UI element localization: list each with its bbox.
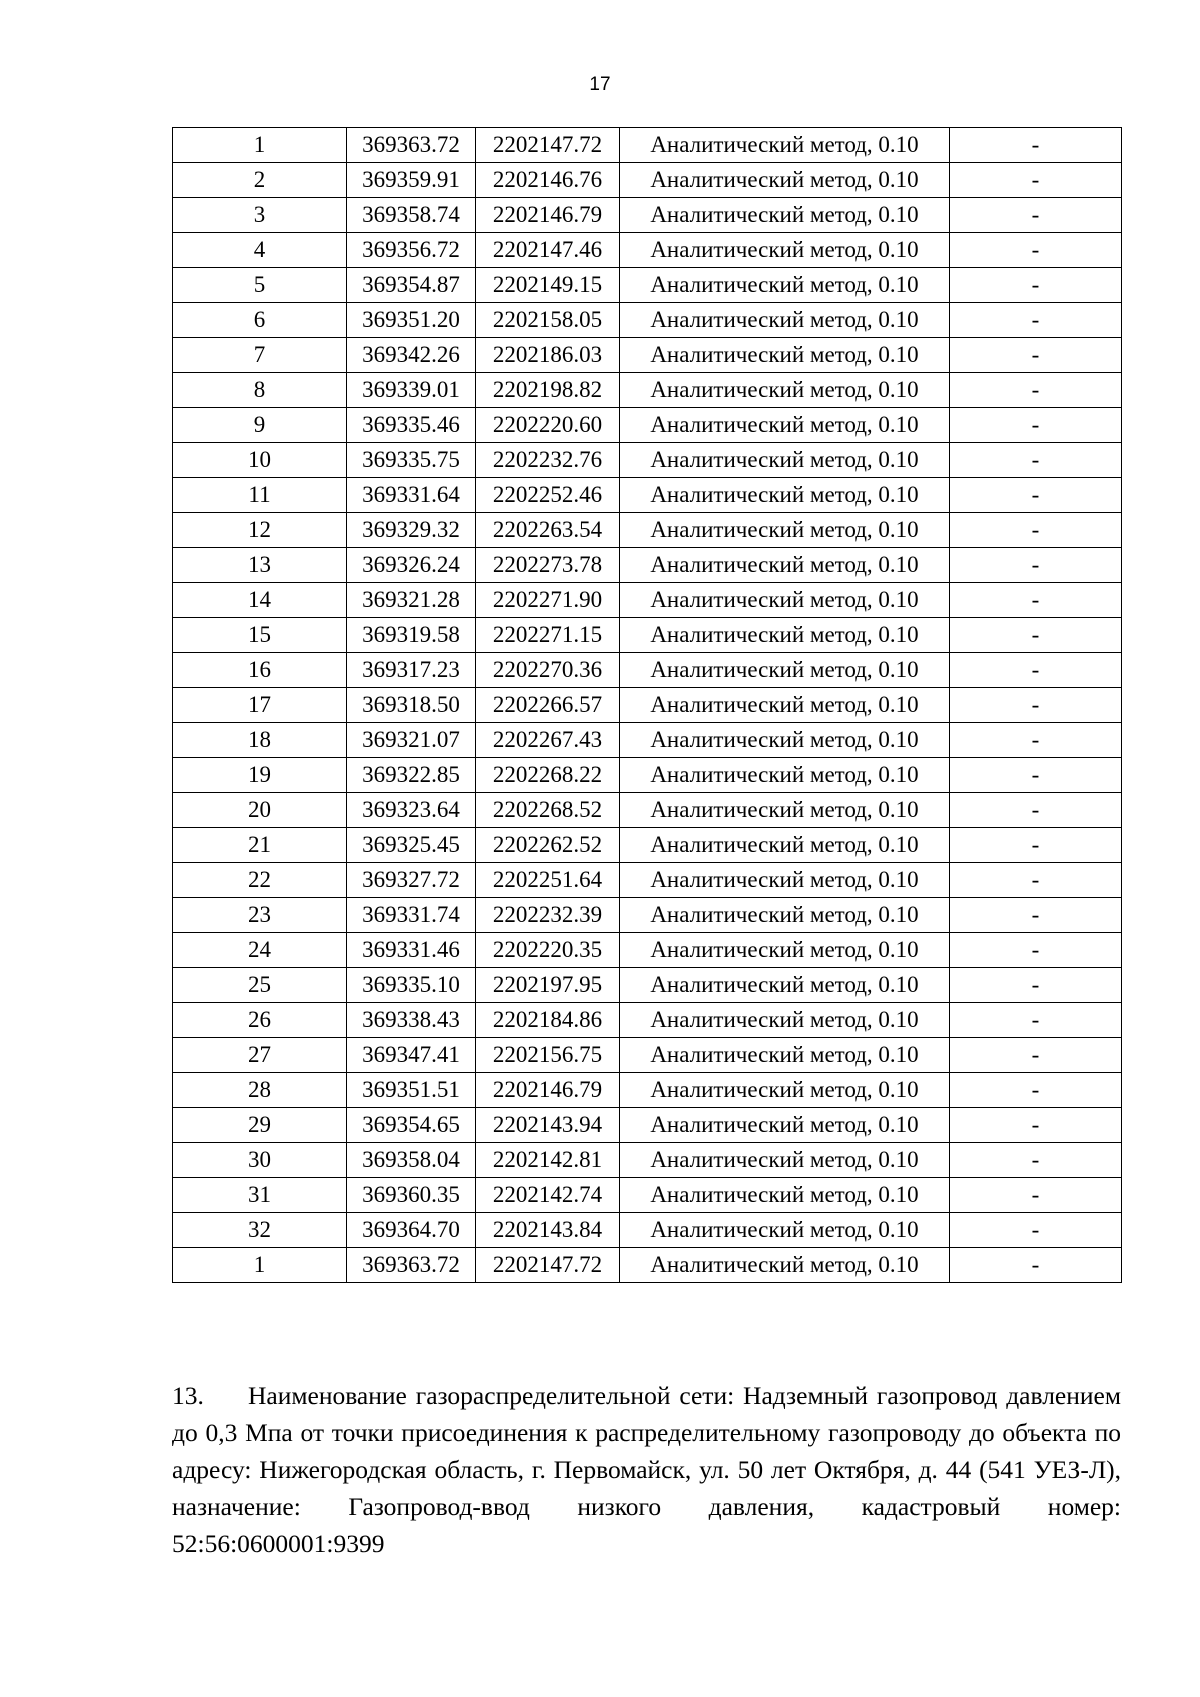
- table-row: [173, 653, 1122, 688]
- point-number-cell: 6: [173, 303, 347, 338]
- y-coordinate-cell: 2202198.82: [476, 373, 620, 408]
- x-coordinate-cell: 369329.32: [347, 513, 476, 548]
- note-cell: -: [950, 1213, 1122, 1248]
- point-number-cell: 29: [173, 1108, 347, 1143]
- x-coordinate-cell: 369351.51: [347, 1073, 476, 1108]
- x-coordinate-cell: 369331.64: [347, 478, 476, 513]
- x-coordinate-cell: 369318.50: [347, 688, 476, 723]
- note-cell: -: [950, 1003, 1122, 1038]
- table-row: [173, 968, 1122, 1003]
- table-row: [173, 128, 1122, 163]
- table-row: [173, 758, 1122, 793]
- y-coordinate-cell: 2202158.05: [476, 303, 620, 338]
- method-accuracy-cell: Аналитический метод, 0.10: [620, 968, 950, 1003]
- x-coordinate-cell: 369321.07: [347, 723, 476, 758]
- section-paragraph: [172, 1377, 1121, 1562]
- y-coordinate-cell: 2202149.15: [476, 268, 620, 303]
- point-number-cell: 4: [173, 233, 347, 268]
- method-accuracy-cell: Аналитический метод, 0.10: [620, 408, 950, 443]
- point-number-cell: 1: [173, 1248, 347, 1283]
- method-accuracy-cell: Аналитический метод, 0.10: [620, 233, 950, 268]
- method-accuracy-cell: Аналитический метод, 0.10: [620, 1073, 950, 1108]
- method-accuracy-cell: Аналитический метод, 0.10: [620, 163, 950, 198]
- x-coordinate-cell: 369351.20: [347, 303, 476, 338]
- method-accuracy-cell: Аналитический метод, 0.10: [620, 688, 950, 723]
- method-accuracy-cell: Аналитический метод, 0.10: [620, 1003, 950, 1038]
- note-cell: -: [950, 863, 1122, 898]
- method-accuracy-cell: Аналитический метод, 0.10: [620, 1038, 950, 1073]
- table-row: [173, 373, 1122, 408]
- y-coordinate-cell: 2202232.39: [476, 898, 620, 933]
- x-coordinate-cell: 369364.70: [347, 1213, 476, 1248]
- y-coordinate-cell: 2202184.86: [476, 1003, 620, 1038]
- point-number-cell: 27: [173, 1038, 347, 1073]
- table-row: [173, 408, 1122, 443]
- note-cell: -: [950, 793, 1122, 828]
- y-coordinate-cell: 2202197.95: [476, 968, 620, 1003]
- method-accuracy-cell: Аналитический метод, 0.10: [620, 1143, 950, 1178]
- point-number-cell: 26: [173, 1003, 347, 1038]
- x-coordinate-cell: 369347.41: [347, 1038, 476, 1073]
- note-cell: -: [950, 653, 1122, 688]
- point-number-cell: 24: [173, 933, 347, 968]
- x-coordinate-cell: 369338.43: [347, 1003, 476, 1038]
- table-row: [173, 828, 1122, 863]
- y-coordinate-cell: 2202263.54: [476, 513, 620, 548]
- x-coordinate-cell: 369321.28: [347, 583, 476, 618]
- point-number-cell: 12: [173, 513, 347, 548]
- y-coordinate-cell: 2202267.43: [476, 723, 620, 758]
- point-number-cell: 18: [173, 723, 347, 758]
- note-cell: -: [950, 723, 1122, 758]
- note-cell: -: [950, 1143, 1122, 1178]
- table-row: [173, 898, 1122, 933]
- table-row: [173, 268, 1122, 303]
- note-cell: -: [950, 513, 1122, 548]
- point-number-cell: 9: [173, 408, 347, 443]
- x-coordinate-cell: 369326.24: [347, 548, 476, 583]
- table-row: [173, 1178, 1122, 1213]
- note-cell: -: [950, 1108, 1122, 1143]
- note-cell: -: [950, 408, 1122, 443]
- method-accuracy-cell: Аналитический метод, 0.10: [620, 758, 950, 793]
- x-coordinate-cell: 369356.72: [347, 233, 476, 268]
- note-cell: -: [950, 583, 1122, 618]
- method-accuracy-cell: Аналитический метод, 0.10: [620, 933, 950, 968]
- point-number-cell: 19: [173, 758, 347, 793]
- table-row: [173, 303, 1122, 338]
- y-coordinate-cell: 2202220.35: [476, 933, 620, 968]
- x-coordinate-cell: 369327.72: [347, 863, 476, 898]
- table-row: [173, 478, 1122, 513]
- note-cell: -: [950, 338, 1122, 373]
- table-row: [173, 863, 1122, 898]
- table-row: [173, 583, 1122, 618]
- note-cell: -: [950, 128, 1122, 163]
- point-number-cell: 28: [173, 1073, 347, 1108]
- point-number-cell: 14: [173, 583, 347, 618]
- method-accuracy-cell: Аналитический метод, 0.10: [620, 338, 950, 373]
- note-cell: -: [950, 898, 1122, 933]
- note-cell: -: [950, 1073, 1122, 1108]
- x-coordinate-cell: 369363.72: [347, 128, 476, 163]
- x-coordinate-cell: 369335.10: [347, 968, 476, 1003]
- y-coordinate-cell: 2202147.72: [476, 128, 620, 163]
- method-accuracy-cell: Аналитический метод, 0.10: [620, 478, 950, 513]
- y-coordinate-cell: 2202268.22: [476, 758, 620, 793]
- x-coordinate-cell: 369354.65: [347, 1108, 476, 1143]
- method-accuracy-cell: Аналитический метод, 0.10: [620, 653, 950, 688]
- x-coordinate-cell: 369363.72: [347, 1248, 476, 1283]
- table-row: [173, 618, 1122, 653]
- point-number-cell: 25: [173, 968, 347, 1003]
- note-cell: -: [950, 268, 1122, 303]
- point-number-cell: 16: [173, 653, 347, 688]
- section-text: Наименование газораспределительной сети: Надземный газопровод давлением до 0,3 Мпа от точки присоединения к распределительному газопроводу до объекта по адресу: Нижегородская область, г. Первомайск, ул. 50 лет Октября, д. 44 (541 УЕЗ-Л), назначение: Газопровод-ввод низкого давления, кадастровый номер: 52:56:0600001:9399: [172, 1381, 1121, 1558]
- y-coordinate-cell: 2202156.75: [476, 1038, 620, 1073]
- method-accuracy-cell: Аналитический метод, 0.10: [620, 268, 950, 303]
- y-coordinate-cell: 2202271.90: [476, 583, 620, 618]
- point-number-cell: 23: [173, 898, 347, 933]
- table-row: [173, 1003, 1122, 1038]
- table-row: [173, 793, 1122, 828]
- point-number-cell: 2: [173, 163, 347, 198]
- x-coordinate-cell: 369335.75: [347, 443, 476, 478]
- y-coordinate-cell: 2202146.79: [476, 198, 620, 233]
- table-row: [173, 1143, 1122, 1178]
- table-row: [173, 513, 1122, 548]
- table-row: [173, 443, 1122, 478]
- x-coordinate-cell: 369339.01: [347, 373, 476, 408]
- note-cell: -: [950, 1178, 1122, 1213]
- method-accuracy-cell: Аналитический метод, 0.10: [620, 863, 950, 898]
- y-coordinate-cell: 2202146.76: [476, 163, 620, 198]
- x-coordinate-cell: 369359.91: [347, 163, 476, 198]
- point-number-cell: 31: [173, 1178, 347, 1213]
- point-number-cell: 13: [173, 548, 347, 583]
- note-cell: -: [950, 443, 1122, 478]
- method-accuracy-cell: Аналитический метод, 0.10: [620, 583, 950, 618]
- x-coordinate-cell: 369331.74: [347, 898, 476, 933]
- method-accuracy-cell: Аналитический метод, 0.10: [620, 793, 950, 828]
- table-row: [173, 548, 1122, 583]
- y-coordinate-cell: 2202262.52: [476, 828, 620, 863]
- note-cell: -: [950, 163, 1122, 198]
- x-coordinate-cell: 369342.26: [347, 338, 476, 373]
- note-cell: -: [950, 1038, 1122, 1073]
- x-coordinate-cell: 369335.46: [347, 408, 476, 443]
- y-coordinate-cell: 2202220.60: [476, 408, 620, 443]
- method-accuracy-cell: Аналитический метод, 0.10: [620, 828, 950, 863]
- y-coordinate-cell: 2202251.64: [476, 863, 620, 898]
- x-coordinate-cell: 369358.04: [347, 1143, 476, 1178]
- table-row: [173, 198, 1122, 233]
- y-coordinate-cell: 2202270.36: [476, 653, 620, 688]
- note-cell: -: [950, 548, 1122, 583]
- y-coordinate-cell: 2202147.72: [476, 1248, 620, 1283]
- note-cell: -: [950, 758, 1122, 793]
- table-row: [173, 688, 1122, 723]
- note-cell: -: [950, 828, 1122, 863]
- x-coordinate-cell: 369323.64: [347, 793, 476, 828]
- method-accuracy-cell: Аналитический метод, 0.10: [620, 1213, 950, 1248]
- x-coordinate-cell: 369358.74: [347, 198, 476, 233]
- method-accuracy-cell: Аналитический метод, 0.10: [620, 443, 950, 478]
- table-row: [173, 233, 1122, 268]
- note-cell: -: [950, 373, 1122, 408]
- point-number-cell: 20: [173, 793, 347, 828]
- coordinates-table: [172, 127, 1122, 1283]
- y-coordinate-cell: 2202252.46: [476, 478, 620, 513]
- y-coordinate-cell: 2202186.03: [476, 338, 620, 373]
- note-cell: -: [950, 688, 1122, 723]
- y-coordinate-cell: 2202147.46: [476, 233, 620, 268]
- point-number-cell: 21: [173, 828, 347, 863]
- method-accuracy-cell: Аналитический метод, 0.10: [620, 1108, 950, 1143]
- x-coordinate-cell: 369322.85: [347, 758, 476, 793]
- method-accuracy-cell: Аналитический метод, 0.10: [620, 723, 950, 758]
- note-cell: -: [950, 478, 1122, 513]
- y-coordinate-cell: 2202271.15: [476, 618, 620, 653]
- note-cell: -: [950, 233, 1122, 268]
- method-accuracy-cell: Аналитический метод, 0.10: [620, 303, 950, 338]
- x-coordinate-cell: 369319.58: [347, 618, 476, 653]
- y-coordinate-cell: 2202143.84: [476, 1213, 620, 1248]
- x-coordinate-cell: 369331.46: [347, 933, 476, 968]
- point-number-cell: 3: [173, 198, 347, 233]
- table-row: [173, 933, 1122, 968]
- method-accuracy-cell: Аналитический метод, 0.10: [620, 198, 950, 233]
- x-coordinate-cell: 369317.23: [347, 653, 476, 688]
- y-coordinate-cell: 2202273.78: [476, 548, 620, 583]
- point-number-cell: 10: [173, 443, 347, 478]
- y-coordinate-cell: 2202142.74: [476, 1178, 620, 1213]
- method-accuracy-cell: Аналитический метод, 0.10: [620, 1248, 950, 1283]
- point-number-cell: 17: [173, 688, 347, 723]
- method-accuracy-cell: Аналитический метод, 0.10: [620, 548, 950, 583]
- note-cell: -: [950, 303, 1122, 338]
- method-accuracy-cell: Аналитический метод, 0.10: [620, 373, 950, 408]
- x-coordinate-cell: 369360.35: [347, 1178, 476, 1213]
- point-number-cell: 5: [173, 268, 347, 303]
- method-accuracy-cell: Аналитический метод, 0.10: [620, 618, 950, 653]
- table-row: [173, 723, 1122, 758]
- coordinates-table-body: [173, 128, 1122, 1283]
- point-number-cell: 8: [173, 373, 347, 408]
- note-cell: -: [950, 618, 1122, 653]
- point-number-cell: 11: [173, 478, 347, 513]
- y-coordinate-cell: 2202232.76: [476, 443, 620, 478]
- point-number-cell: 7: [173, 338, 347, 373]
- table-row: [173, 1073, 1122, 1108]
- page-number: 17: [589, 74, 611, 95]
- point-number-cell: 32: [173, 1213, 347, 1248]
- y-coordinate-cell: 2202266.57: [476, 688, 620, 723]
- table-row: [173, 1213, 1122, 1248]
- note-cell: -: [950, 968, 1122, 1003]
- table-row: [173, 1108, 1122, 1143]
- table-row: [173, 338, 1122, 373]
- y-coordinate-cell: 2202146.79: [476, 1073, 620, 1108]
- method-accuracy-cell: Аналитический метод, 0.10: [620, 513, 950, 548]
- method-accuracy-cell: Аналитический метод, 0.10: [620, 128, 950, 163]
- y-coordinate-cell: 2202268.52: [476, 793, 620, 828]
- y-coordinate-cell: 2202142.81: [476, 1143, 620, 1178]
- y-coordinate-cell: 2202143.94: [476, 1108, 620, 1143]
- x-coordinate-cell: 369325.45: [347, 828, 476, 863]
- method-accuracy-cell: Аналитический метод, 0.10: [620, 898, 950, 933]
- table-row: [173, 163, 1122, 198]
- point-number-cell: 30: [173, 1143, 347, 1178]
- point-number-cell: 1: [173, 128, 347, 163]
- table-row: [173, 1038, 1122, 1073]
- point-number-cell: 22: [173, 863, 347, 898]
- note-cell: -: [950, 1248, 1122, 1283]
- note-cell: -: [950, 933, 1122, 968]
- method-accuracy-cell: Аналитический метод, 0.10: [620, 1178, 950, 1213]
- section-number: 13.: [172, 1381, 204, 1410]
- table-row: [173, 1248, 1122, 1283]
- note-cell: -: [950, 198, 1122, 233]
- point-number-cell: 15: [173, 618, 347, 653]
- x-coordinate-cell: 369354.87: [347, 268, 476, 303]
